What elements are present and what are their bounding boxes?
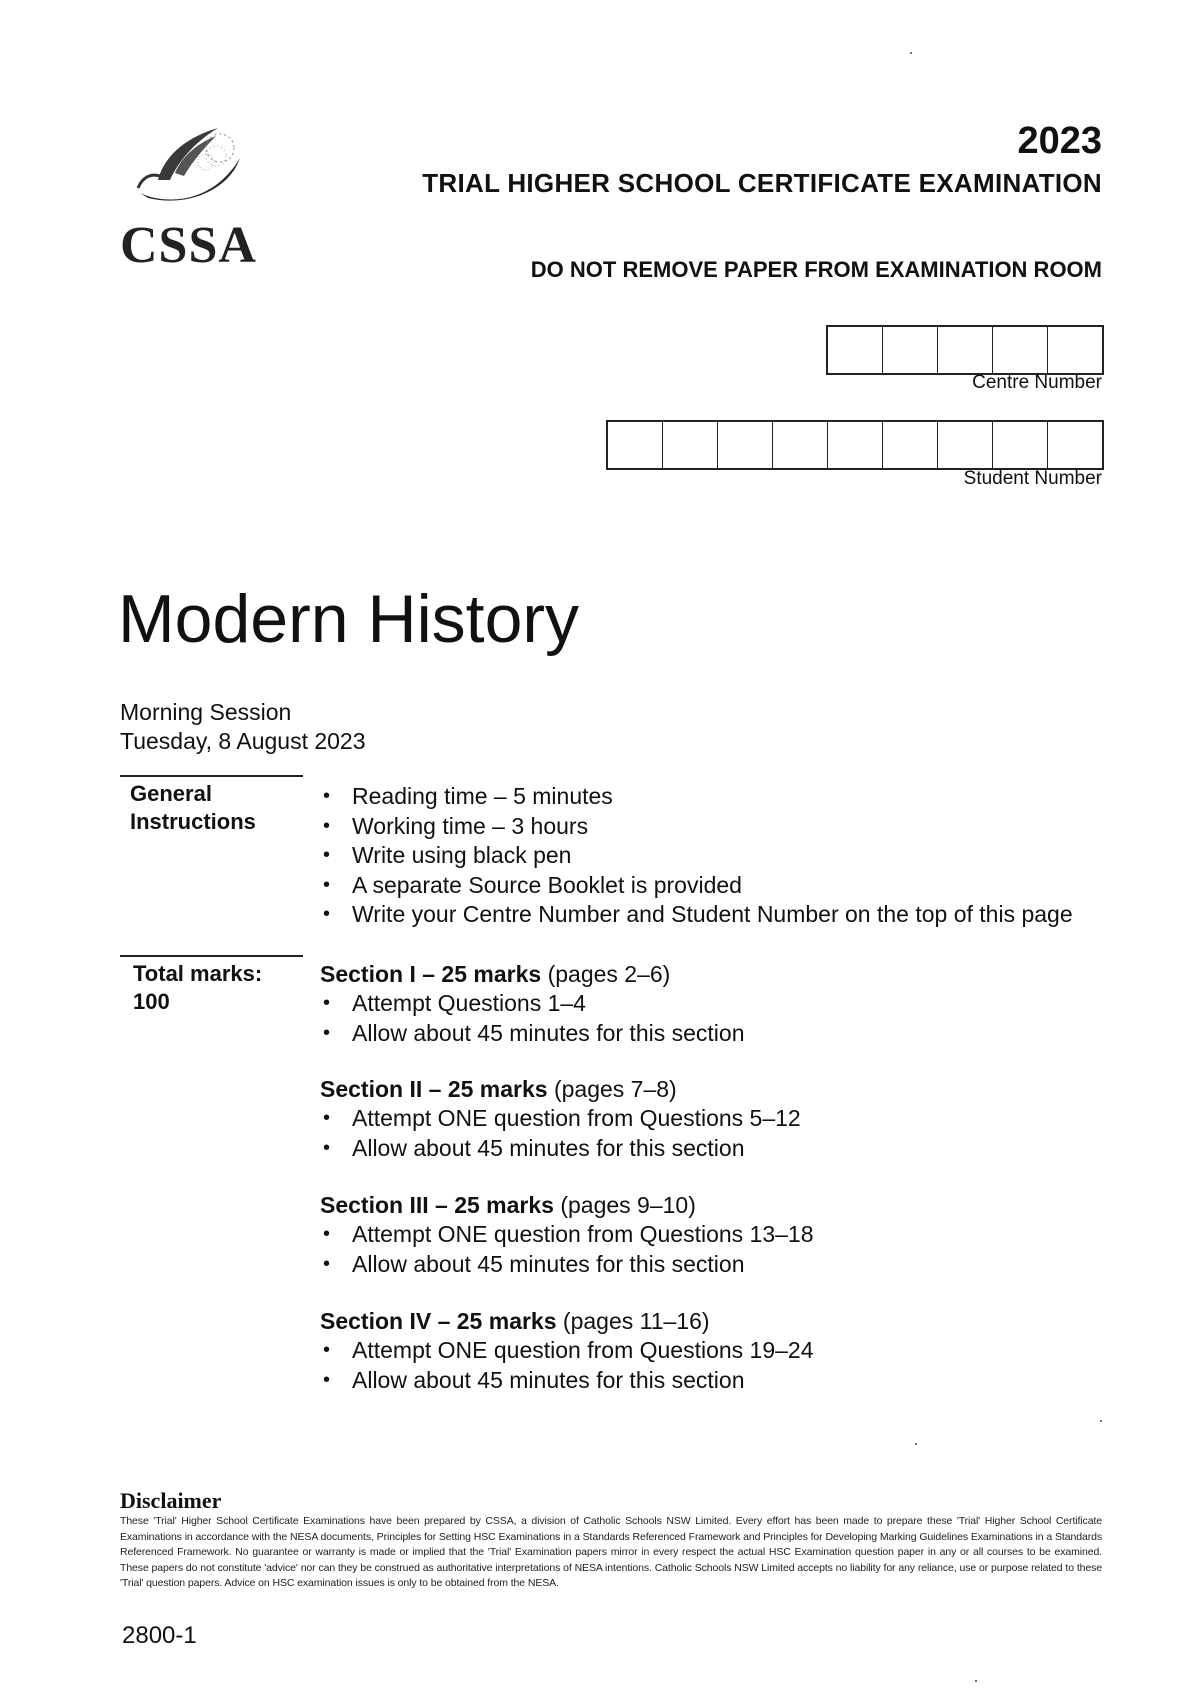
list-item: • Attempt ONE question from Questions 19–24: [320, 1336, 814, 1366]
section-heading: [320, 1075, 801, 1104]
student-number-cell[interactable]: [772, 422, 827, 468]
student-number-label: Student Number: [963, 468, 1102, 489]
centre-number-cell[interactable]: [882, 327, 937, 373]
centre-number-cell[interactable]: [992, 327, 1047, 373]
student-number-cell[interactable]: [1047, 422, 1102, 468]
scan-speck: [910, 52, 912, 54]
session-date: Tuesday, 8 August 2023: [120, 728, 366, 754]
section-title: Section II – 25 marks: [320, 1076, 548, 1102]
section-block: [320, 1075, 801, 1163]
centre-number-label: Centre Number: [972, 372, 1102, 393]
student-number-cell[interactable]: [662, 422, 717, 468]
section-pages: (pages 7–8): [553, 1076, 677, 1102]
centre-number-cell[interactable]: [1047, 327, 1102, 373]
disclaimer-title: Disclaimer: [120, 1488, 222, 1513]
student-number-cell[interactable]: [882, 422, 937, 468]
list-item: • Attempt ONE question from Questions 13–18: [320, 1220, 814, 1250]
disclaimer-text: These 'Trial' Higher School Certificate Examinations have been prepared by CSSA, a division of Catholic Schools NSW Limited. Every effort has been made to prepare these 'Trial' Higher School Certificate Examinations in accordance with the NESA documents, Principles for Setting HSC Examinations in a Standards Referenced Framework and Principles for Developing Marking Guidelines Examinations in a Standards Referenced Framework. No guarantee or warranty is made or implied that the 'Trial' Examination papers mirror in every respect the actual HSC Examination question paper in any or all courses to be examined. These papers do not constitute 'advice' nor can they be construed as authoritative interpretations of NESA intentions. Catholic Schools NSW Limited accepts no liability for any reliance, use or purpose related to these 'Trial' question papers. Advice on HSC examination issues is only to be obtained from the NESA.: [120, 1515, 1102, 1589]
student-number-cell[interactable]: [992, 422, 1047, 468]
session-time: Morning Session: [120, 699, 292, 725]
section-pages: (pages 2–6): [547, 961, 671, 987]
general-instructions-list: [320, 782, 1073, 930]
divider: [120, 955, 303, 957]
section-heading: [320, 960, 744, 989]
student-number-cell[interactable]: [608, 422, 662, 468]
total-marks-label-line: Total marks:: [133, 961, 263, 986]
general-instructions-label: [130, 780, 290, 836]
list-item: • A separate Source Booklet is provided: [320, 871, 1073, 901]
list-item: • Attempt Questions 1–4: [320, 989, 744, 1019]
cssa-logo: [120, 118, 270, 278]
list-item: • Allow about 45 minutes for this section: [320, 1250, 814, 1280]
section-list: [320, 1220, 814, 1279]
list-item: • Allow about 45 minutes for this section: [320, 1366, 814, 1396]
section-list: [320, 1336, 814, 1395]
list-item: • Write using black pen: [320, 841, 1073, 871]
section-title: Section IV – 25 marks: [320, 1308, 557, 1334]
centre-number-cell[interactable]: [828, 327, 882, 373]
session-info: [120, 698, 366, 756]
list-item: • Allow about 45 minutes for this section: [320, 1134, 801, 1164]
scan-speck: [915, 1443, 917, 1445]
centre-number-cell[interactable]: [937, 327, 992, 373]
exam-room-notice: DO NOT REMOVE PAPER FROM EXAMINATION ROOM: [530, 257, 1102, 282]
section-heading: [320, 1307, 814, 1336]
section-list: [320, 1104, 801, 1163]
student-number-cell[interactable]: [717, 422, 772, 468]
section-list: [320, 989, 744, 1048]
general-instructions-label-line: Instructions: [130, 809, 256, 834]
paper-code: 2800-1: [122, 1622, 197, 1649]
list-item: • Working time – 3 hours: [320, 812, 1073, 842]
section-block: [320, 1307, 814, 1395]
section-block: [320, 1191, 814, 1279]
section-block: [320, 960, 744, 1048]
scan-speck: [975, 1680, 977, 1682]
student-number-cell[interactable]: [827, 422, 882, 468]
section-title: Section I – 25 marks: [320, 961, 542, 987]
divider: [120, 775, 303, 777]
section-title: Section III – 25 marks: [320, 1192, 554, 1218]
exam-title: TRIAL HIGHER SCHOOL CERTIFICATE EXAMINATION: [422, 168, 1102, 198]
list-item: • Allow about 45 minutes for this section: [320, 1019, 744, 1049]
list-item: • Reading time – 5 minutes: [320, 782, 1073, 812]
student-number-boxes[interactable]: [606, 420, 1104, 470]
total-marks-value: 100: [133, 989, 170, 1014]
list-item: • Write your Centre Number and Student Number on the top of this page: [320, 900, 1073, 930]
section-heading: [320, 1191, 814, 1220]
section-pages: (pages 9–10): [560, 1192, 696, 1218]
general-instructions-label-line: General: [130, 781, 212, 806]
total-marks-label: [133, 960, 293, 1016]
cssa-emblem-icon: [120, 118, 270, 218]
centre-number-boxes[interactable]: [826, 325, 1104, 375]
student-number-cell[interactable]: [937, 422, 992, 468]
list-item: • Attempt ONE question from Questions 5–12: [320, 1104, 801, 1134]
subject-title: Modern History: [118, 581, 580, 657]
section-pages: (pages 11–16): [562, 1308, 710, 1334]
exam-year: 2023: [1017, 120, 1102, 162]
logo-text: CSSA: [120, 217, 257, 274]
scan-speck: [1100, 1420, 1102, 1422]
